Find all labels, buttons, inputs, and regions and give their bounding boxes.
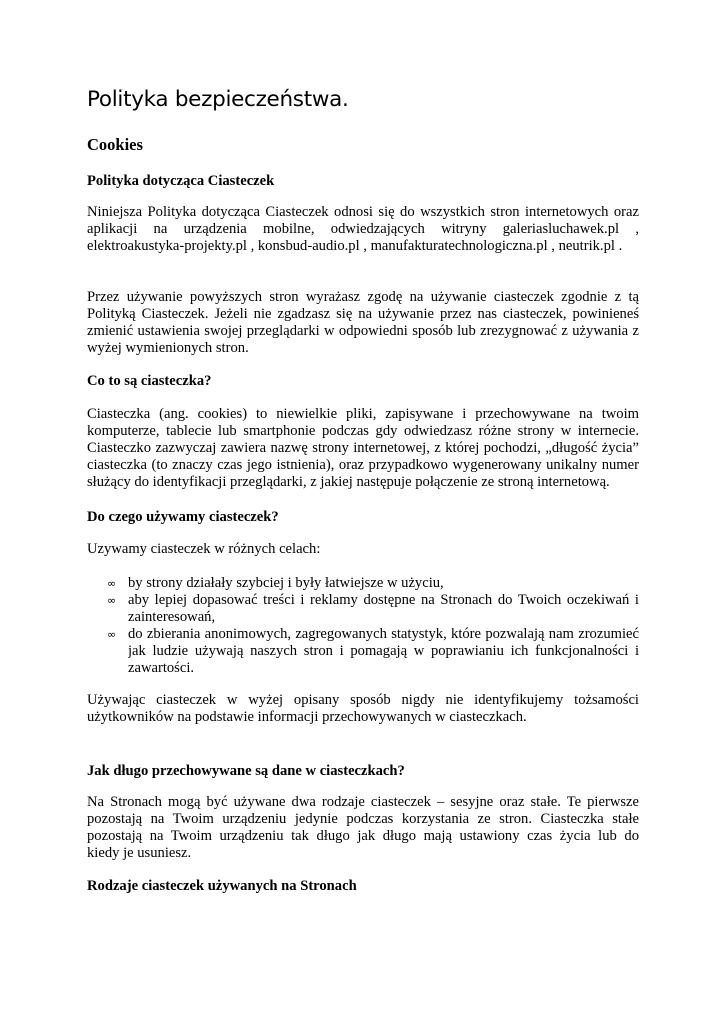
identity-paragraph xyxy=(87,692,639,726)
storage-duration-paragraph xyxy=(87,794,639,862)
infinity-bullet-icon: ∞ xyxy=(107,577,117,590)
list-item-line: do zbierania anonimowych, zagregowanych statystyk, które pozwalają nam zrozumieć xyxy=(128,626,639,642)
list-item-line: zainteresowań, xyxy=(128,609,216,625)
paragraph-line: Używając ciasteczek w wyżej opisany sposób nigdy nie identyfikujemy tożsamości xyxy=(87,692,639,708)
intro-paragraph xyxy=(87,204,639,255)
paragraph-line: służący do identyfikacji przeglądarki, z jakiej następuje połączenie ze stroną internetową. xyxy=(87,474,610,490)
list-item xyxy=(87,626,639,677)
paragraph-line: ciasteczka (to znaczy czas jego istnienia), oraz przypadkowo wygenerowany unikalny numer xyxy=(87,457,639,473)
paragraph-line: wyżej wymienionych stron. xyxy=(87,340,249,356)
cookie-usage-heading: Do czego używamy ciasteczek? xyxy=(87,509,279,525)
paragraph-line: Niniejsza Polityka dotycząca Ciasteczek odnosi się do wszystkich stron internetowych oraz xyxy=(87,204,639,220)
paragraph-line: komputerze, tablecie lub smartphonie podczas gdy odwiedzasz różne strony w internecie. xyxy=(87,423,639,439)
paragraph-line: pozostają na Twoim urządzeniu jedynie podczas korzystania ze stron. Ciasteczka stałe xyxy=(87,811,639,827)
cookie-types-heading: Rodzaje ciasteczek używanych na Stronach xyxy=(87,878,357,894)
infinity-bullet-icon: ∞ xyxy=(107,594,117,607)
consent-paragraph xyxy=(87,289,639,357)
storage-duration-heading: Jak długo przechowywane są dane w ciasteczkach? xyxy=(87,763,405,779)
list-item-line: zawartości. xyxy=(128,660,195,676)
paragraph-line: aplikacji na urządzenia mobilne, odwiedzających witryny galeriasluchawek.pl , xyxy=(87,221,639,237)
paragraph-line: Polityką Ciasteczek. Jeżeli nie zgadzasz się na używanie przez nas ciasteczek, powinieneś xyxy=(87,306,639,322)
paragraph-line: kiedy je usuniesz. xyxy=(87,845,192,861)
list-item-line: jak ludzie używają naszych stron i pomagają w poprawianiu ich funkcjonalności i xyxy=(128,643,639,659)
cookie-usage-intro: Uzywamy ciasteczek w różnych celach: xyxy=(87,541,321,557)
paragraph-line: elektroakustyka-projekty.pl , konsbud-audio.pl , manufakturatechnologiczna.pl , neutrik.pl . xyxy=(87,238,623,254)
paragraph-line: użytkowników na podstawie informacji przechowywanych w ciasteczkach. xyxy=(87,709,527,725)
paragraph-line: Na Stronach mogą być używane dwa rodzaje ciasteczek – sesyjne oraz stałe. Te pierwsze xyxy=(87,794,639,810)
paragraph-line: Ciasteczka (ang. cookies) to niewielkie pliki, zapisywane i przechowywane na twoim xyxy=(87,406,639,422)
list-item-line: by strony działały szybciej i były łatwiejsze w użyciu, xyxy=(128,575,444,591)
list-item xyxy=(87,592,639,626)
what-are-cookies-heading: Co to są ciasteczka? xyxy=(87,373,212,389)
policy-heading: Polityka dotycząca Ciasteczek xyxy=(87,173,275,189)
page-title: Polityka bezpieczeństwa. xyxy=(87,87,349,112)
what-are-cookies-paragraph xyxy=(87,406,639,491)
paragraph-line: Ciasteczko zazwyczaj zawiera nazwę strony internetowej, z której pochodzi, „długość życia” xyxy=(87,440,639,456)
paragraph-line: zmienić ustawienia swojej przeglądarki w odpowiedni sposób lub zrezygnować z używania z xyxy=(87,323,639,339)
cookie-usage-list xyxy=(87,575,639,677)
paragraph-line: Przez używanie powyższych stron wyrażasz zgodę na używanie ciasteczek zgodnie z tą xyxy=(87,289,639,305)
infinity-bullet-icon: ∞ xyxy=(107,628,117,641)
list-item xyxy=(87,575,639,592)
paragraph-line: pozostają na Twoim urządzeniu tak długo jak długo mają ustawiony czas życia lub do xyxy=(87,828,639,844)
cookies-heading: Cookies xyxy=(87,135,143,154)
list-item-line: aby lepiej dopasować treści i reklamy dostępne na Stronach do Twoich oczekiwań i xyxy=(128,592,639,608)
